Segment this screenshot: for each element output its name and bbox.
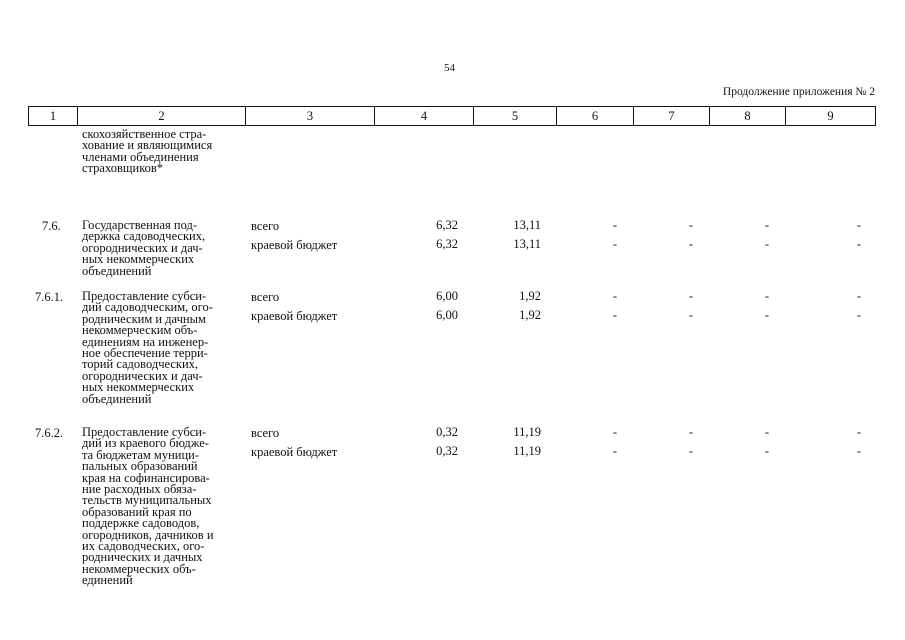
- cell-col4: 6,32: [436, 218, 458, 232]
- cell-col4: 0,32: [436, 444, 458, 458]
- cell-col7: -: [688, 444, 693, 458]
- carryover-line: хование и являющимися: [82, 138, 213, 153]
- funding-source-regional: краевой бюджет: [251, 445, 338, 459]
- name-line: края на софинансирова-: [82, 470, 210, 485]
- name-line: огородников, дачников и: [82, 527, 214, 542]
- name-line: объединений: [82, 391, 152, 406]
- cell-col8: -: [764, 218, 769, 232]
- name-line: Государственная под-: [82, 218, 197, 232]
- cell-col8: -: [764, 308, 769, 322]
- name-line: пальных образований: [82, 459, 198, 474]
- name-line: единениям на инженер-: [82, 334, 209, 349]
- column-header-2: 2: [158, 109, 165, 123]
- cell-col4: 6,00: [436, 289, 458, 303]
- name-line: роднических и дачных: [82, 550, 203, 565]
- name-line: Предоставление субси-: [82, 425, 207, 439]
- name-line: дий из краевого бюдже-: [82, 436, 209, 451]
- row-name: [82, 427, 247, 587]
- cell-col4: 0,32: [436, 425, 458, 439]
- funding-source-total: всего: [251, 290, 280, 304]
- carryover-text: [82, 129, 212, 175]
- carryover-line: скохозяйственное стра-: [82, 127, 207, 141]
- cell-col5: 1,92: [519, 308, 541, 322]
- name-line: та бюджетам муници-: [82, 447, 200, 462]
- cell-col7: -: [688, 218, 693, 232]
- row-name: [82, 220, 247, 277]
- name-line: тельств муниципальных: [82, 493, 212, 508]
- cell-col9: -: [856, 237, 861, 251]
- column-header-5: 5: [511, 109, 519, 123]
- name-line: объединений: [82, 263, 152, 278]
- name-line: дий садоводческим, ого-: [82, 300, 213, 315]
- cell-col9: -: [856, 289, 861, 303]
- cell-col6: -: [612, 218, 617, 232]
- cell-col6: -: [612, 237, 617, 251]
- cell-col5: 11,19: [513, 425, 541, 439]
- cell-col4: 6,00: [436, 308, 458, 322]
- cell-col9: -: [856, 308, 861, 322]
- name-line: некоммерческих объ-: [82, 561, 196, 576]
- name-line: некоммерческим объ-: [82, 323, 198, 338]
- cell-col6: -: [612, 289, 617, 303]
- name-line: поддержке садоводов,: [82, 516, 200, 531]
- cell-col9: -: [856, 444, 861, 458]
- column-header-3: 3: [306, 109, 314, 123]
- cell-col7: -: [688, 289, 693, 303]
- cell-col8: -: [764, 425, 769, 439]
- name-line: ное обеспечение терри-: [82, 346, 208, 361]
- cell-col6: -: [612, 425, 617, 439]
- funding-source-regional: краевой бюджет: [251, 309, 338, 323]
- column-header-1: 1: [49, 109, 57, 123]
- row-code: 7.6.2.: [35, 426, 64, 440]
- row-code: 7.6.: [42, 219, 61, 233]
- name-line: Предоставление субси-: [82, 289, 207, 303]
- cell-col7: -: [688, 308, 693, 322]
- cell-col7: -: [688, 425, 693, 439]
- name-line: образований края по: [82, 504, 192, 519]
- column-header-8: 8: [744, 109, 751, 123]
- row-name: [82, 291, 247, 405]
- column-header-6: 6: [591, 109, 599, 123]
- name-line: огороднических и дач-: [82, 240, 203, 255]
- cell-col8: -: [764, 237, 769, 251]
- name-line: ние расходных обяза-: [82, 482, 197, 497]
- name-line: торий садоводческих,: [82, 357, 199, 372]
- funding-source-total: всего: [251, 219, 280, 233]
- name-line: держка садоводческих,: [82, 229, 206, 244]
- column-header-9: 9: [827, 109, 834, 123]
- row-code: 7.6.1.: [35, 290, 64, 304]
- cell-col6: -: [612, 308, 617, 322]
- name-line: ных некоммерческих: [82, 252, 195, 267]
- page-number: 54: [444, 62, 455, 74]
- cell-col9: -: [856, 425, 861, 439]
- column-header-row: [28, 106, 876, 126]
- cell-col4: 6,32: [436, 237, 458, 251]
- name-line: родническим и дачным: [82, 311, 206, 326]
- continuation-label: Продолжение приложения № 2: [722, 86, 875, 98]
- cell-col5: 11,19: [513, 444, 541, 458]
- carryover-line: членами объединения: [82, 149, 199, 164]
- cell-col5: 1,92: [519, 289, 541, 303]
- cell-col6: -: [612, 444, 617, 458]
- cell-col8: -: [764, 444, 769, 458]
- carryover-line: страховщиков*: [82, 161, 164, 176]
- cell-col5: 13,11: [513, 237, 541, 251]
- cell-col5: 13,11: [513, 218, 541, 232]
- column-header-4: 4: [420, 109, 428, 123]
- name-line: ных некоммерческих: [82, 380, 195, 395]
- cell-col8: -: [764, 289, 769, 303]
- cell-col7: -: [688, 237, 693, 251]
- column-header-7: 7: [668, 109, 675, 123]
- funding-source-regional: краевой бюджет: [251, 238, 338, 252]
- name-line: огороднических и дач-: [82, 368, 203, 383]
- cell-col9: -: [856, 218, 861, 232]
- name-line: их садоводческих, ого-: [82, 539, 205, 554]
- name-line: единений: [82, 573, 133, 588]
- funding-source-total: всего: [251, 426, 280, 440]
